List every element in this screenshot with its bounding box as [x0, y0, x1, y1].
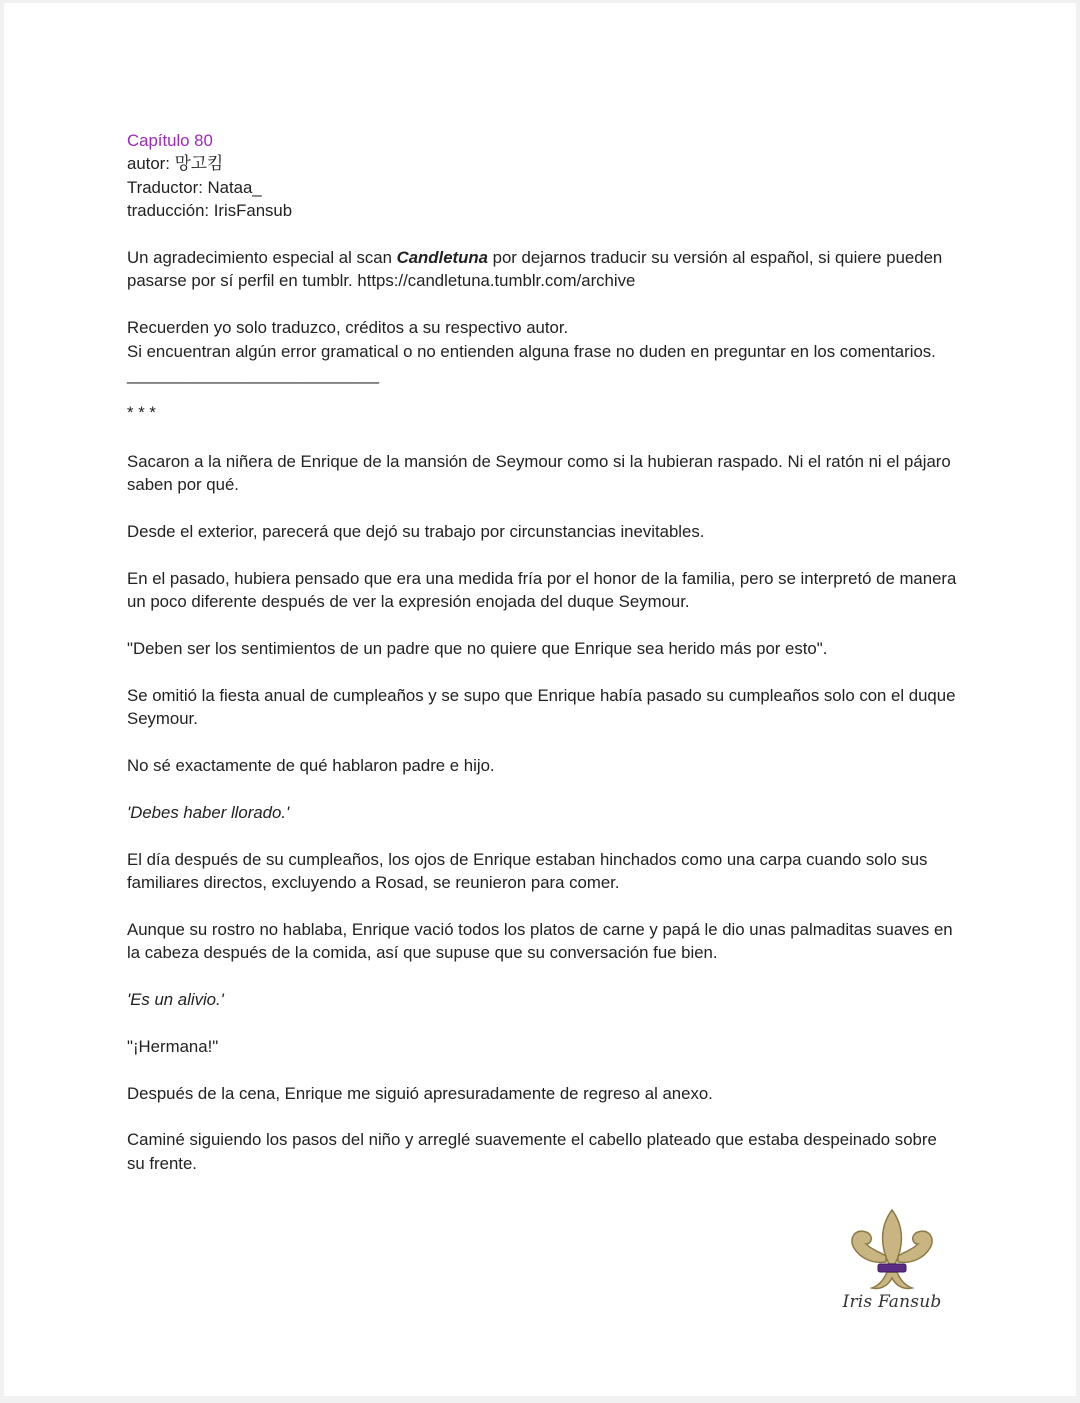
- paragraph: Aunque su rostro no hablaba, Enrique vació todos los platos de carne y papá le dio unas palmaditas suaves en la cabeza después de la comida, así que supuse que su conversación fue bien.: [127, 919, 953, 963]
- notes-line-2: Si encuentran algún error gramatical o no entienden alguna frase no duden en preguntar en los comentarios.: [127, 341, 936, 361]
- thanks-paragraph: Un agradecimiento especial al scan Candletuna por dejarnos traducir su versión al español, si quiere pueden pasarse por sí perfil en tumblr. https://candletuna.tumblr.com/archive: [127, 248, 943, 291]
- thought-line: 'Es un alivio.': [127, 990, 224, 1010]
- iris-fansub-logo: [842, 1206, 942, 1321]
- paragraph: El día después de su cumpleaños, los ojos de Enrique estaban hinchados como una carpa cuando solo sus familiares directos, excluyendo a Rosad, se reunieron para comer.: [127, 849, 928, 893]
- document-body: [127, 129, 957, 1175]
- translation-line: traducción: IrisFansub: [127, 201, 293, 221]
- paragraph: No sé exactamente de qué hablaron padre e hijo.: [127, 756, 495, 776]
- notes-line-1: Recuerden yo solo traduzco, créditos a su respectivo autor.: [127, 318, 569, 338]
- translator-line: Traductor: Nataa_: [127, 177, 262, 197]
- paragraph: Después de la cena, Enrique me siguió apresuradamente de regreso al anexo.: [127, 1083, 713, 1103]
- fleur-de-lis-icon: [842, 1206, 942, 1296]
- scan-name: Candletuna: [396, 248, 488, 268]
- paragraph: Sacaron a la niñera de Enrique de la mansión de Seymour como si la hubieran raspado. Ni el ratón ni el pájaro saben por qué.: [127, 451, 951, 495]
- separator-line: ___________________________: [127, 365, 379, 385]
- paragraph: Caminé siguiendo los pasos del niño y arreglé suavemente el cabello plateado que estaba despeinado sobre su frente.: [127, 1130, 937, 1173]
- logo-text: Iris Fansub: [842, 1292, 942, 1312]
- thought-line: 'Debes haber llorado.': [127, 802, 290, 822]
- paragraph: "¡Hermana!": [127, 1036, 219, 1056]
- paragraph: Desde el exterior, parecerá que dejó su trabajo por circunstancias inevitables.: [127, 522, 705, 542]
- paragraph: En el pasado, hubiera pensado que era una medida fría por el honor de la familia, pero se interpretó de manera un poco diferente después de ver la expresión enojada del duque Seymour.: [127, 568, 957, 612]
- author-line: autor: 망고킴: [127, 154, 224, 174]
- document-page: [4, 3, 1076, 1396]
- stars-divider: * * *: [127, 403, 156, 423]
- chapter-title: Capítulo 80: [127, 131, 213, 150]
- paragraph: "Deben ser los sentimientos de un padre que no quiere que Enrique sea herido más por esto".: [127, 639, 828, 659]
- paragraph: Se omitió la fiesta anual de cumpleaños y se supo que Enrique había pasado su cumpleaños solo con el duque Seymour.: [127, 685, 956, 729]
